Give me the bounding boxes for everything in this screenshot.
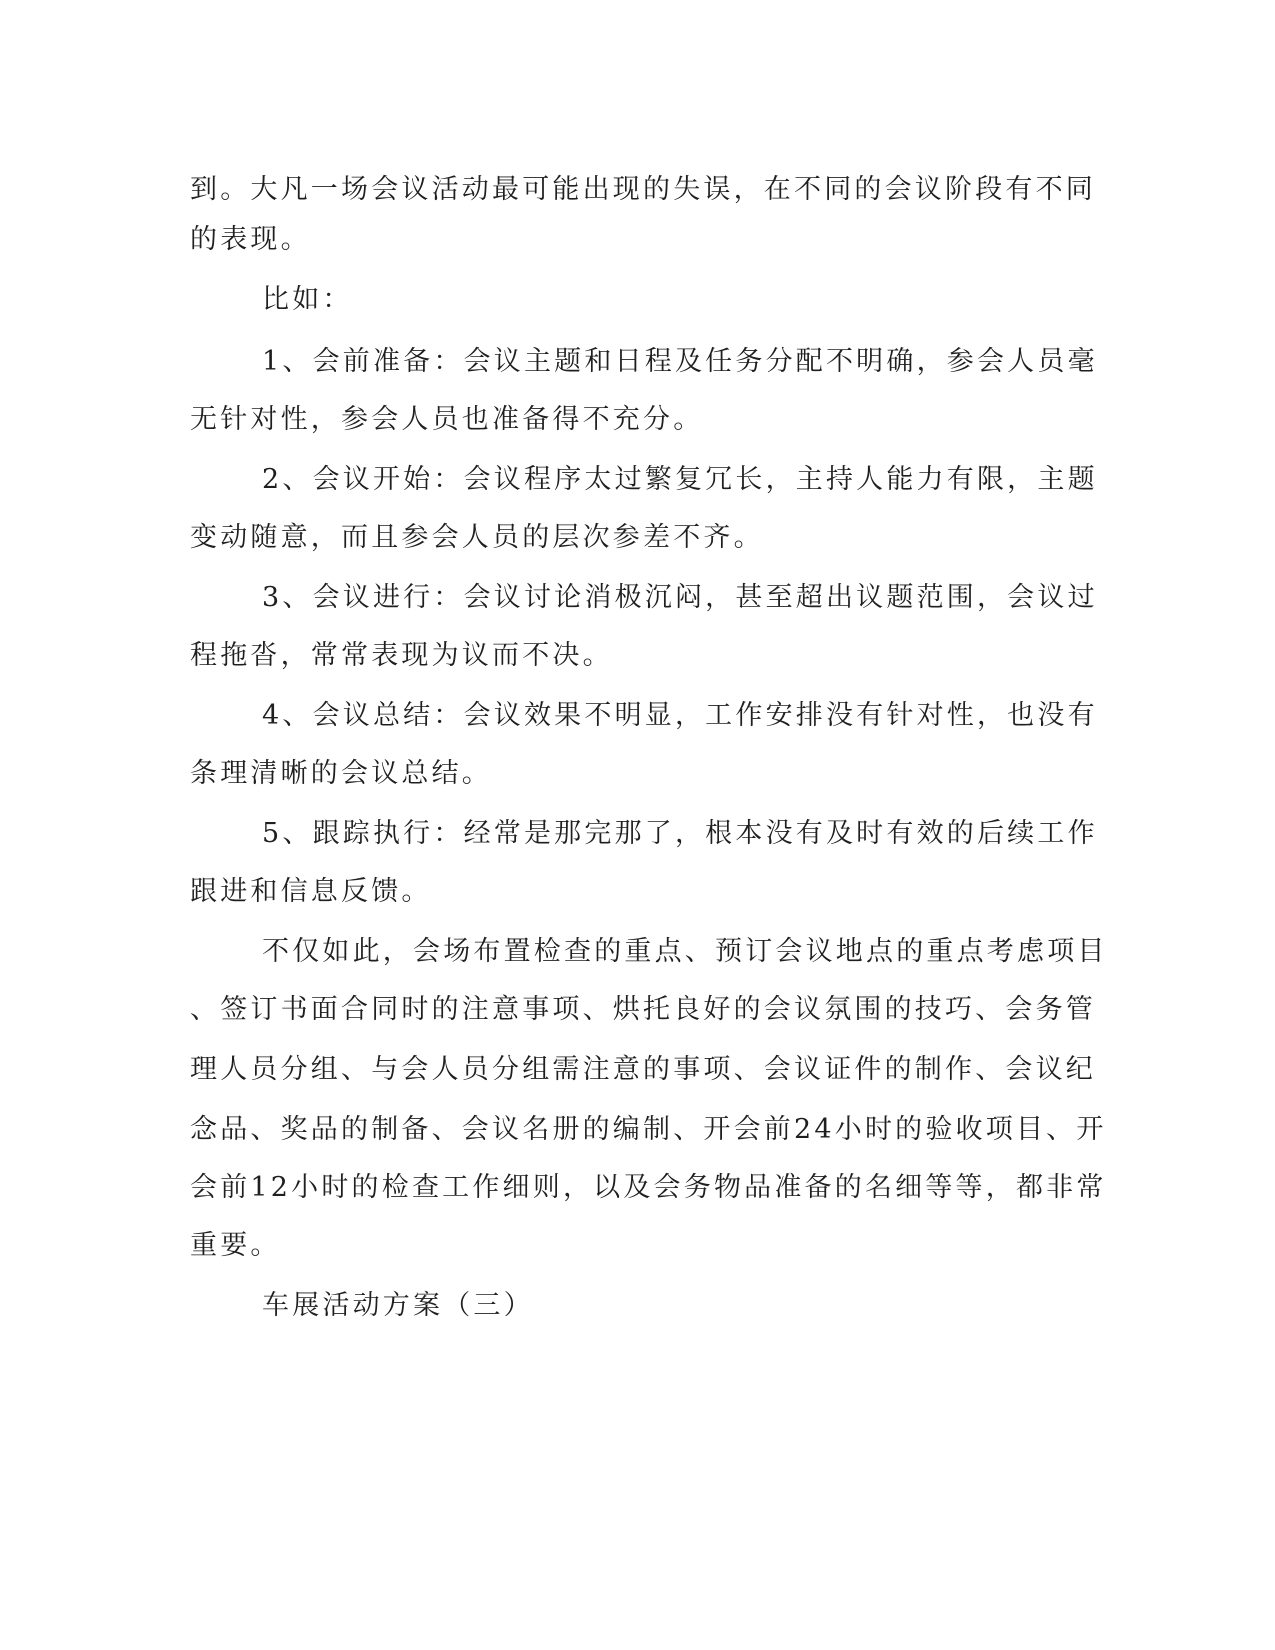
paragraph-line: 重要。 bbox=[190, 1230, 281, 1261]
list-item-line: 程拖沓，常常表现为议而不决。 bbox=[190, 640, 613, 671]
list-item-line: 1、会前准备：会议主题和日程及任务分配不明确，参会人员毫 bbox=[262, 346, 1098, 377]
section-heading: 车展活动方案（三） bbox=[262, 1290, 534, 1321]
list-item-line: 2、会议开始：会议程序太过繁复冗长，主持人能力有限，主题 bbox=[262, 464, 1098, 495]
list-item-line: 5、跟踪执行：经常是那完那了，根本没有及时有效的后续工作 bbox=[262, 818, 1098, 849]
text-line: 的表现。 bbox=[190, 224, 311, 255]
list-item-line: 跟进和信息反馈。 bbox=[190, 876, 432, 907]
list-item-line: 无针对性，参会人员也准备得不充分。 bbox=[190, 404, 704, 435]
list-item-line: 3、会议进行：会议讨论消极沉闷，甚至超出议题范围，会议过 bbox=[262, 582, 1098, 613]
list-item-line: 变动随意，而且参会人员的层次参差不齐。 bbox=[190, 522, 764, 553]
paragraph-line: 会前12小时的检查工作细则，以及会务物品准备的名细等等，都非常 bbox=[190, 1172, 1107, 1203]
paragraph-line: 、签订书面合同时的注意事项、烘托良好的会议氛围的技巧、会务管 bbox=[190, 994, 1096, 1025]
paragraph-line: 念品、奖品的制备、会议名册的编制、开会前24小时的验收项目、开 bbox=[190, 1114, 1107, 1145]
text-line: 到。大凡一场会议活动最可能出现的失误，在不同的会议阶段有不同 bbox=[190, 174, 1096, 205]
paragraph-line: 理人员分组、与会人员分组需注意的事项、会议证件的制作、会议纪 bbox=[190, 1054, 1096, 1085]
list-item-line: 条理清晰的会议总结。 bbox=[190, 758, 492, 789]
paragraph-line: 不仅如此，会场布置检查的重点、预订会议地点的重点考虑项目 bbox=[262, 936, 1108, 967]
text-line: 比如： bbox=[262, 284, 353, 315]
list-item-line: 4、会议总结：会议效果不明显，工作安排没有针对性，也没有 bbox=[262, 700, 1098, 731]
